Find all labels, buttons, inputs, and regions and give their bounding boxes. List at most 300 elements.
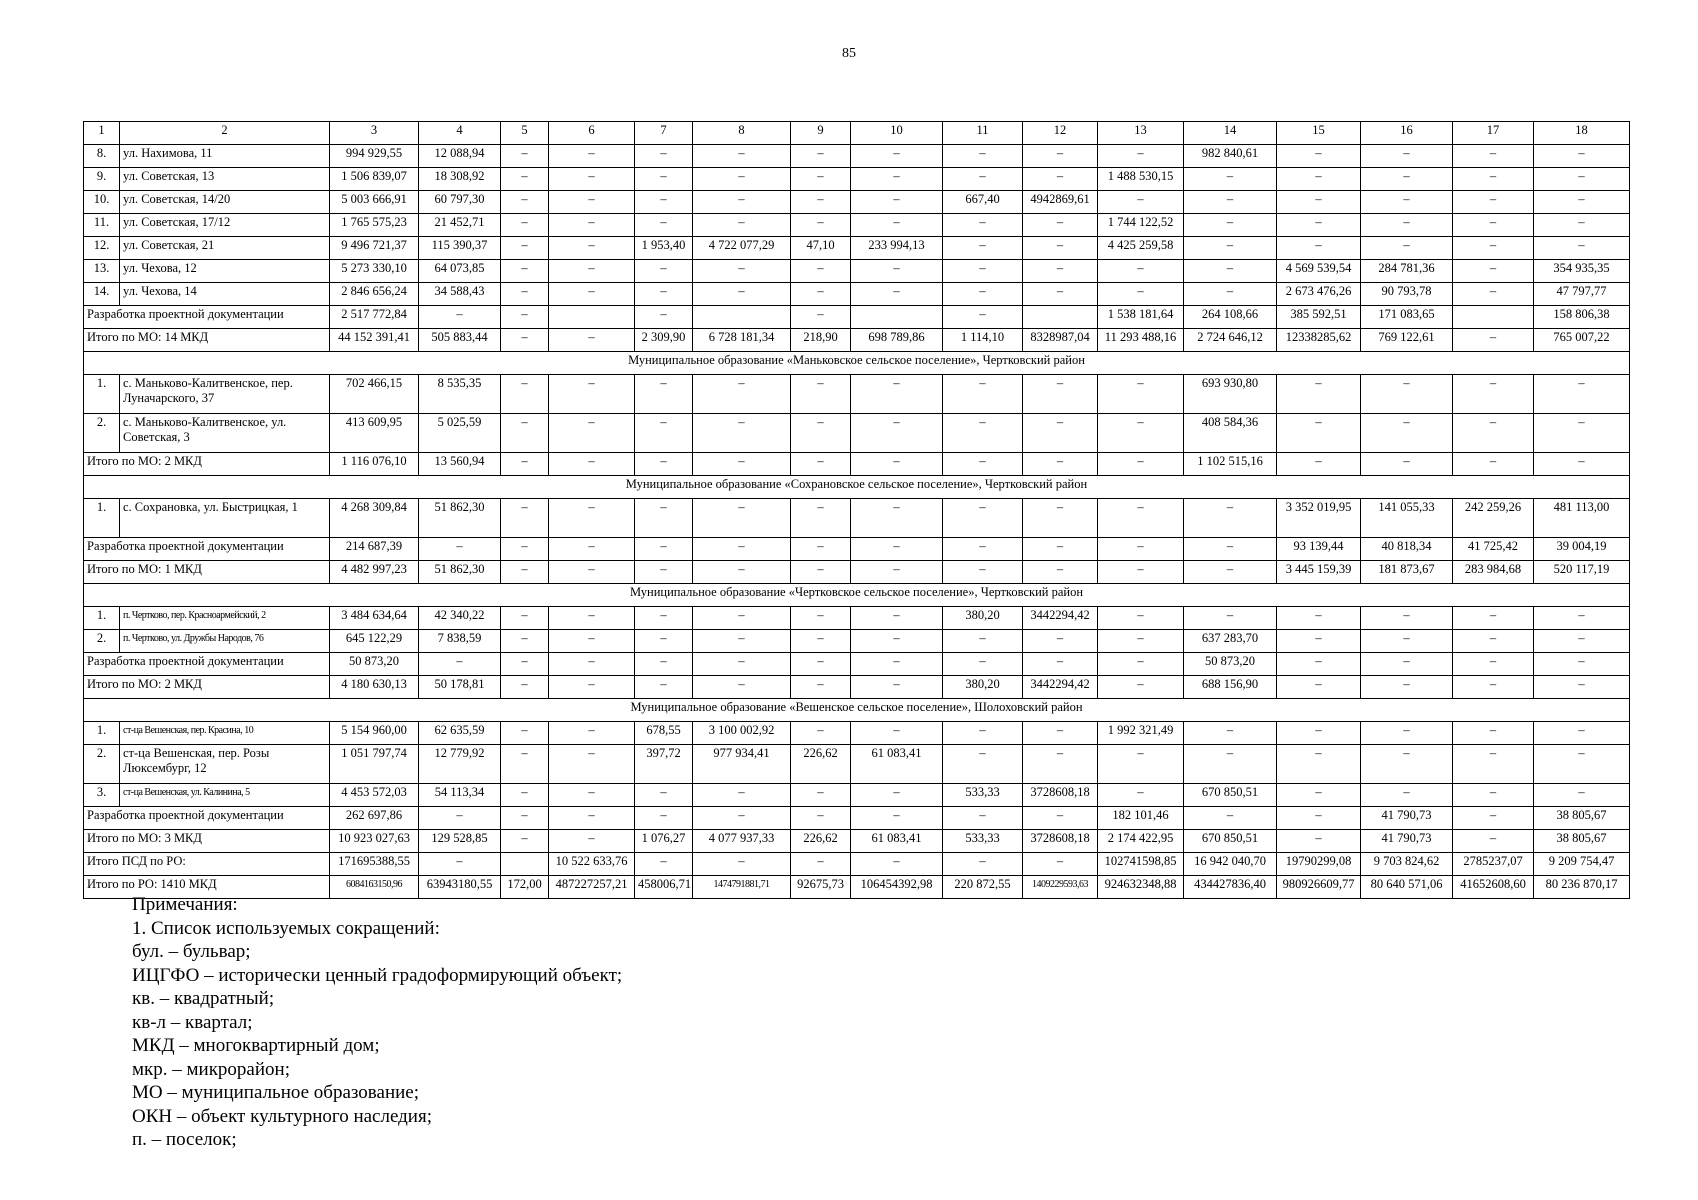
- address-cell: с. Маньково-Калитвенское, пер. Луначарского, 37: [120, 375, 330, 414]
- value-cell: –: [549, 807, 635, 830]
- value-cell: –: [501, 260, 549, 283]
- value-cell: 380,20: [943, 607, 1023, 630]
- value-cell: –: [943, 538, 1023, 561]
- column-header: 10: [851, 122, 943, 145]
- total-label: Разработка проектной документации: [84, 653, 330, 676]
- value-cell: –: [791, 283, 851, 306]
- value-cell: –: [851, 722, 943, 745]
- value-cell: 4 482 997,23: [330, 561, 419, 584]
- value-cell: –: [1023, 561, 1098, 584]
- value-cell: –: [635, 414, 693, 453]
- value-cell: 6084163150,96: [330, 876, 419, 899]
- value-cell: 5 025,59: [419, 414, 501, 453]
- value-cell: –: [1277, 414, 1361, 453]
- value-cell: –: [693, 414, 791, 453]
- value-cell: –: [693, 538, 791, 561]
- value-cell: [1023, 306, 1098, 329]
- value-cell: –: [1098, 453, 1184, 476]
- address-cell: ст-ца Вешенская, пер. Красина, 10: [120, 722, 330, 745]
- value-cell: 924632348,88: [1098, 876, 1184, 899]
- address-cell: ул. Советская, 13: [120, 168, 330, 191]
- value-cell: –: [1098, 375, 1184, 414]
- value-cell: –: [1534, 607, 1630, 630]
- value-cell: 102741598,85: [1098, 853, 1184, 876]
- value-cell: –: [851, 676, 943, 699]
- value-cell: –: [1453, 329, 1534, 352]
- value-cell: 1 076,27: [635, 830, 693, 853]
- column-header: 14: [1184, 122, 1277, 145]
- table-row: [84, 237, 1630, 260]
- value-cell: 50 178,81: [419, 676, 501, 699]
- value-cell: 80 640 571,06: [1361, 876, 1453, 899]
- value-cell: –: [1184, 722, 1277, 745]
- value-cell: –: [1184, 607, 1277, 630]
- value-cell: 505 883,44: [419, 329, 501, 352]
- value-cell: –: [791, 561, 851, 584]
- total-label: Разработка проектной документации: [84, 538, 330, 561]
- value-cell: 182 101,46: [1098, 807, 1184, 830]
- value-cell: –: [1534, 414, 1630, 453]
- note-line: 1. Список используемых сокращений:: [132, 917, 440, 939]
- total-label: Разработка проектной документации: [84, 807, 330, 830]
- value-cell: –: [1277, 168, 1361, 191]
- value-cell: –: [635, 538, 693, 561]
- value-cell: –: [693, 630, 791, 653]
- value-cell: –: [549, 784, 635, 807]
- value-cell: –: [1023, 653, 1098, 676]
- value-cell: 3 484 634,64: [330, 607, 419, 630]
- column-header: 5: [501, 122, 549, 145]
- address-cell: ул. Чехова, 14: [120, 283, 330, 306]
- value-cell: –: [851, 807, 943, 830]
- value-cell: 2785237,07: [1453, 853, 1534, 876]
- value-cell: –: [851, 145, 943, 168]
- row-number: 13.: [84, 260, 120, 283]
- value-cell: –: [693, 561, 791, 584]
- value-cell: –: [1453, 237, 1534, 260]
- value-cell: 9 209 754,47: [1534, 853, 1630, 876]
- value-cell: –: [1453, 676, 1534, 699]
- value-cell: –: [1361, 375, 1453, 414]
- value-cell: –: [791, 607, 851, 630]
- value-cell: 47,10: [791, 237, 851, 260]
- value-cell: 977 934,41: [693, 745, 791, 784]
- total-label: Итого по МО: 2 МКД: [84, 453, 330, 476]
- value-cell: –: [1023, 745, 1098, 784]
- value-cell: –: [1534, 375, 1630, 414]
- section-title: Муниципальное образование «Вешенское сельское поселение», Шолоховский район: [84, 699, 1630, 722]
- section-header-row: [84, 476, 1630, 499]
- value-cell: –: [693, 499, 791, 538]
- value-cell: 688 156,90: [1184, 676, 1277, 699]
- value-cell: –: [1098, 561, 1184, 584]
- address-cell: ул. Советская, 21: [120, 237, 330, 260]
- value-cell: –: [501, 237, 549, 260]
- value-cell: –: [851, 260, 943, 283]
- value-cell: –: [851, 630, 943, 653]
- value-cell: –: [501, 214, 549, 237]
- value-cell: –: [635, 145, 693, 168]
- value-cell: –: [1361, 237, 1453, 260]
- column-header: 6: [549, 122, 635, 145]
- table-row: [84, 214, 1630, 237]
- value-cell: 1 116 076,10: [330, 453, 419, 476]
- value-cell: 1 992 321,49: [1098, 722, 1184, 745]
- value-cell: 1 953,40: [635, 237, 693, 260]
- value-cell: –: [1098, 191, 1184, 214]
- address-cell: ст-ца Вешенская, ул. Калинина, 5: [120, 784, 330, 807]
- note-line: п. – поселок;: [132, 1129, 237, 1150]
- value-cell: –: [1098, 607, 1184, 630]
- row-number: 2.: [84, 630, 120, 653]
- value-cell: –: [1098, 145, 1184, 168]
- value-cell: –: [851, 561, 943, 584]
- value-cell: –: [851, 453, 943, 476]
- value-cell: –: [1361, 745, 1453, 784]
- value-cell: 693 930,80: [1184, 375, 1277, 414]
- value-cell: 233 994,13: [851, 237, 943, 260]
- note-line: кв-л – квартал;: [132, 1011, 253, 1033]
- value-cell: 61 083,41: [851, 745, 943, 784]
- value-cell: –: [635, 784, 693, 807]
- value-cell: –: [635, 453, 693, 476]
- value-cell: –: [501, 538, 549, 561]
- value-cell: 5 273 330,10: [330, 260, 419, 283]
- value-cell: –: [1098, 676, 1184, 699]
- value-cell: –: [693, 260, 791, 283]
- value-cell: 264 108,66: [1184, 306, 1277, 329]
- section-header-row: [84, 352, 1630, 375]
- value-cell: –: [791, 807, 851, 830]
- value-cell: –: [851, 538, 943, 561]
- value-cell: 38 805,67: [1534, 830, 1630, 853]
- column-header: 3: [330, 122, 419, 145]
- section-title: Муниципальное образование «Маньковское сельское поселение», Чертковский район: [84, 352, 1630, 375]
- value-cell: 637 283,70: [1184, 630, 1277, 653]
- value-cell: –: [1277, 453, 1361, 476]
- value-cell: –: [419, 306, 501, 329]
- column-header: 17: [1453, 122, 1534, 145]
- value-cell: 12 779,92: [419, 745, 501, 784]
- value-cell: –: [1453, 191, 1534, 214]
- value-cell: 533,33: [943, 784, 1023, 807]
- value-cell: –: [549, 453, 635, 476]
- value-cell: 21 452,71: [419, 214, 501, 237]
- note-line: ОКН – объект культурного наследия;: [132, 1105, 432, 1127]
- value-cell: 5 003 666,91: [330, 191, 419, 214]
- value-cell: –: [501, 561, 549, 584]
- value-cell: –: [1184, 260, 1277, 283]
- value-cell: 2 309,90: [635, 329, 693, 352]
- value-cell: –: [1534, 745, 1630, 784]
- value-cell: 40 818,34: [1361, 538, 1453, 561]
- table-row: [84, 499, 1630, 538]
- value-cell: 214 687,39: [330, 538, 419, 561]
- notes-section: [132, 893, 622, 1152]
- total-label: Итого по МО: 14 МКД: [84, 329, 330, 352]
- value-cell: –: [501, 168, 549, 191]
- value-cell: –: [1534, 191, 1630, 214]
- value-cell: –: [943, 168, 1023, 191]
- value-cell: 283 984,68: [1453, 561, 1534, 584]
- value-cell: –: [501, 784, 549, 807]
- value-cell: 765 007,22: [1534, 329, 1630, 352]
- value-cell: [1453, 306, 1534, 329]
- value-cell: 2 724 646,12: [1184, 329, 1277, 352]
- value-cell: 1 506 839,07: [330, 168, 419, 191]
- row-number: 1.: [84, 607, 120, 630]
- value-cell: –: [1534, 676, 1630, 699]
- value-cell: 980926609,77: [1277, 876, 1361, 899]
- value-cell: 106454392,98: [851, 876, 943, 899]
- value-cell: –: [1453, 260, 1534, 283]
- value-cell: –: [1023, 168, 1098, 191]
- value-cell: –: [1453, 630, 1534, 653]
- value-cell: –: [1453, 830, 1534, 853]
- value-cell: 434427836,40: [1184, 876, 1277, 899]
- value-cell: –: [1361, 453, 1453, 476]
- value-cell: 4 569 539,54: [1277, 260, 1361, 283]
- value-cell: 39 004,19: [1534, 538, 1630, 561]
- value-cell: –: [943, 499, 1023, 538]
- value-cell: 262 697,86: [330, 807, 419, 830]
- capital-repair-table: [83, 121, 1630, 899]
- value-cell: 218,90: [791, 329, 851, 352]
- value-cell: –: [943, 853, 1023, 876]
- value-cell: –: [501, 375, 549, 414]
- value-cell: –: [943, 260, 1023, 283]
- value-cell: 226,62: [791, 830, 851, 853]
- value-cell: –: [1023, 853, 1098, 876]
- value-cell: 12 088,94: [419, 145, 501, 168]
- value-cell: 42 340,22: [419, 607, 501, 630]
- value-cell: –: [943, 214, 1023, 237]
- value-cell: –: [1098, 630, 1184, 653]
- row-number: 10.: [84, 191, 120, 214]
- value-cell: –: [1361, 784, 1453, 807]
- value-cell: 38 805,67: [1534, 807, 1630, 830]
- value-cell: 3442294,42: [1023, 607, 1098, 630]
- table-row: [84, 260, 1630, 283]
- total-row: [84, 538, 1630, 561]
- value-cell: [693, 306, 791, 329]
- value-cell: –: [943, 630, 1023, 653]
- value-cell: 1 051 797,74: [330, 745, 419, 784]
- value-cell: 769 122,61: [1361, 329, 1453, 352]
- address-cell: п. Чертково, ул. Дружбы Народов, 76: [120, 630, 330, 653]
- total-label: Разработка проектной документации: [84, 306, 330, 329]
- value-cell: 60 797,30: [419, 191, 501, 214]
- value-cell: –: [1023, 145, 1098, 168]
- value-cell: –: [693, 145, 791, 168]
- value-cell: –: [549, 722, 635, 745]
- value-cell: –: [635, 168, 693, 191]
- value-cell: –: [635, 214, 693, 237]
- value-cell: –: [1361, 607, 1453, 630]
- value-cell: –: [1098, 784, 1184, 807]
- value-cell: –: [1098, 499, 1184, 538]
- value-cell: –: [1453, 375, 1534, 414]
- value-cell: –: [791, 260, 851, 283]
- value-cell: –: [851, 607, 943, 630]
- total-row: [84, 676, 1630, 699]
- value-cell: 44 152 391,41: [330, 329, 419, 352]
- row-number: 14.: [84, 283, 120, 306]
- value-cell: –: [1184, 191, 1277, 214]
- table-row: [84, 722, 1630, 745]
- value-cell: –: [1277, 375, 1361, 414]
- value-cell: 667,40: [943, 191, 1023, 214]
- value-cell: 4 180 630,13: [330, 676, 419, 699]
- value-cell: 181 873,67: [1361, 561, 1453, 584]
- value-cell: –: [943, 283, 1023, 306]
- value-cell: –: [1453, 283, 1534, 306]
- value-cell: –: [851, 283, 943, 306]
- value-cell: –: [1277, 653, 1361, 676]
- value-cell: 520 117,19: [1534, 561, 1630, 584]
- row-number: 3.: [84, 784, 120, 807]
- total-row: [84, 329, 1630, 352]
- value-cell: 670 850,51: [1184, 830, 1277, 853]
- value-cell: –: [943, 722, 1023, 745]
- value-cell: –: [791, 214, 851, 237]
- value-cell: –: [501, 306, 549, 329]
- value-cell: –: [1184, 283, 1277, 306]
- value-cell: –: [1277, 745, 1361, 784]
- note-line: мкр. – микрорайон;: [132, 1058, 290, 1080]
- value-cell: –: [549, 830, 635, 853]
- value-cell: –: [1098, 653, 1184, 676]
- value-cell: –: [549, 676, 635, 699]
- value-cell: 413 609,95: [330, 414, 419, 453]
- value-cell: 8328987,04: [1023, 329, 1098, 352]
- value-cell: –: [419, 653, 501, 676]
- value-cell: –: [1361, 630, 1453, 653]
- value-cell: 3442294,42: [1023, 676, 1098, 699]
- value-cell: –: [693, 676, 791, 699]
- value-cell: –: [1361, 214, 1453, 237]
- value-cell: –: [1277, 214, 1361, 237]
- value-cell: 533,33: [943, 830, 1023, 853]
- value-cell: –: [635, 853, 693, 876]
- value-cell: 4 077 937,33: [693, 830, 791, 853]
- table-row: [84, 414, 1630, 453]
- value-cell: –: [1361, 191, 1453, 214]
- value-cell: 1 744 122,52: [1098, 214, 1184, 237]
- value-cell: 678,55: [635, 722, 693, 745]
- value-cell: –: [635, 807, 693, 830]
- column-header: 7: [635, 122, 693, 145]
- value-cell: –: [791, 784, 851, 807]
- value-cell: –: [1453, 745, 1534, 784]
- value-cell: –: [635, 283, 693, 306]
- value-cell: –: [1184, 499, 1277, 538]
- value-cell: –: [1534, 168, 1630, 191]
- value-cell: –: [501, 283, 549, 306]
- column-header: 4: [419, 122, 501, 145]
- total-label: Итого по МО: 3 МКД: [84, 830, 330, 853]
- value-cell: 702 466,15: [330, 375, 419, 414]
- value-cell: –: [549, 237, 635, 260]
- value-cell: –: [1184, 538, 1277, 561]
- value-cell: 171695388,55: [330, 853, 419, 876]
- value-cell: –: [851, 191, 943, 214]
- value-cell: 61 083,41: [851, 830, 943, 853]
- value-cell: 64 073,85: [419, 260, 501, 283]
- value-cell: –: [693, 807, 791, 830]
- value-cell: –: [549, 561, 635, 584]
- value-cell: –: [501, 830, 549, 853]
- value-cell: –: [943, 453, 1023, 476]
- value-cell: 5 154 960,00: [330, 722, 419, 745]
- table-row: [84, 191, 1630, 214]
- value-cell: 54 113,34: [419, 784, 501, 807]
- value-cell: 62 635,59: [419, 722, 501, 745]
- value-cell: –: [693, 283, 791, 306]
- section-title: Муниципальное образование «Сохрановское сельское поселение», Чертковский район: [84, 476, 1630, 499]
- value-cell: –: [693, 168, 791, 191]
- value-cell: 1 765 575,23: [330, 214, 419, 237]
- value-cell: –: [501, 191, 549, 214]
- value-cell: –: [791, 538, 851, 561]
- value-cell: –: [1277, 237, 1361, 260]
- value-cell: 242 259,26: [1453, 499, 1534, 538]
- note-line: ИЦГФО – исторически ценный градоформирующий объект;: [132, 964, 623, 986]
- value-cell: 1474791881,71: [693, 876, 791, 899]
- value-cell: 1409229593,63: [1023, 876, 1098, 899]
- value-cell: –: [1453, 722, 1534, 745]
- value-cell: 4 425 259,58: [1098, 237, 1184, 260]
- column-header: 12: [1023, 122, 1098, 145]
- value-cell: 9 703 824,62: [1361, 853, 1453, 876]
- value-cell: 13 560,94: [419, 453, 501, 476]
- value-cell: –: [635, 630, 693, 653]
- value-cell: 1 488 530,15: [1098, 168, 1184, 191]
- value-cell: –: [1023, 807, 1098, 830]
- value-cell: 1 102 515,16: [1184, 453, 1277, 476]
- value-cell: –: [851, 853, 943, 876]
- value-cell: –: [1023, 722, 1098, 745]
- value-cell: –: [1023, 538, 1098, 561]
- value-cell: –: [693, 653, 791, 676]
- row-number: 2.: [84, 414, 120, 453]
- value-cell: 1 538 181,64: [1098, 306, 1184, 329]
- value-cell: 50 873,20: [330, 653, 419, 676]
- value-cell: –: [1277, 722, 1361, 745]
- total-label: Итого ПСД по РО:: [84, 853, 330, 876]
- column-header: 8: [693, 122, 791, 145]
- value-cell: 16 942 040,70: [1184, 853, 1277, 876]
- value-cell: –: [1453, 414, 1534, 453]
- value-cell: –: [943, 807, 1023, 830]
- value-cell: 380,20: [943, 676, 1023, 699]
- value-cell: 41 790,73: [1361, 830, 1453, 853]
- value-cell: –: [635, 191, 693, 214]
- value-cell: –: [549, 538, 635, 561]
- value-cell: 80 236 870,17: [1534, 876, 1630, 899]
- value-cell: 50 873,20: [1184, 653, 1277, 676]
- value-cell: –: [1453, 784, 1534, 807]
- value-cell: –: [943, 745, 1023, 784]
- value-cell: 982 840,61: [1184, 145, 1277, 168]
- value-cell: –: [1361, 676, 1453, 699]
- value-cell: 481 113,00: [1534, 499, 1630, 538]
- value-cell: –: [1098, 538, 1184, 561]
- address-cell: с. Сохрановка, ул. Быстрицкая, 1: [120, 499, 330, 538]
- value-cell: 115 390,37: [419, 237, 501, 260]
- total-row: [84, 807, 1630, 830]
- value-cell: –: [549, 145, 635, 168]
